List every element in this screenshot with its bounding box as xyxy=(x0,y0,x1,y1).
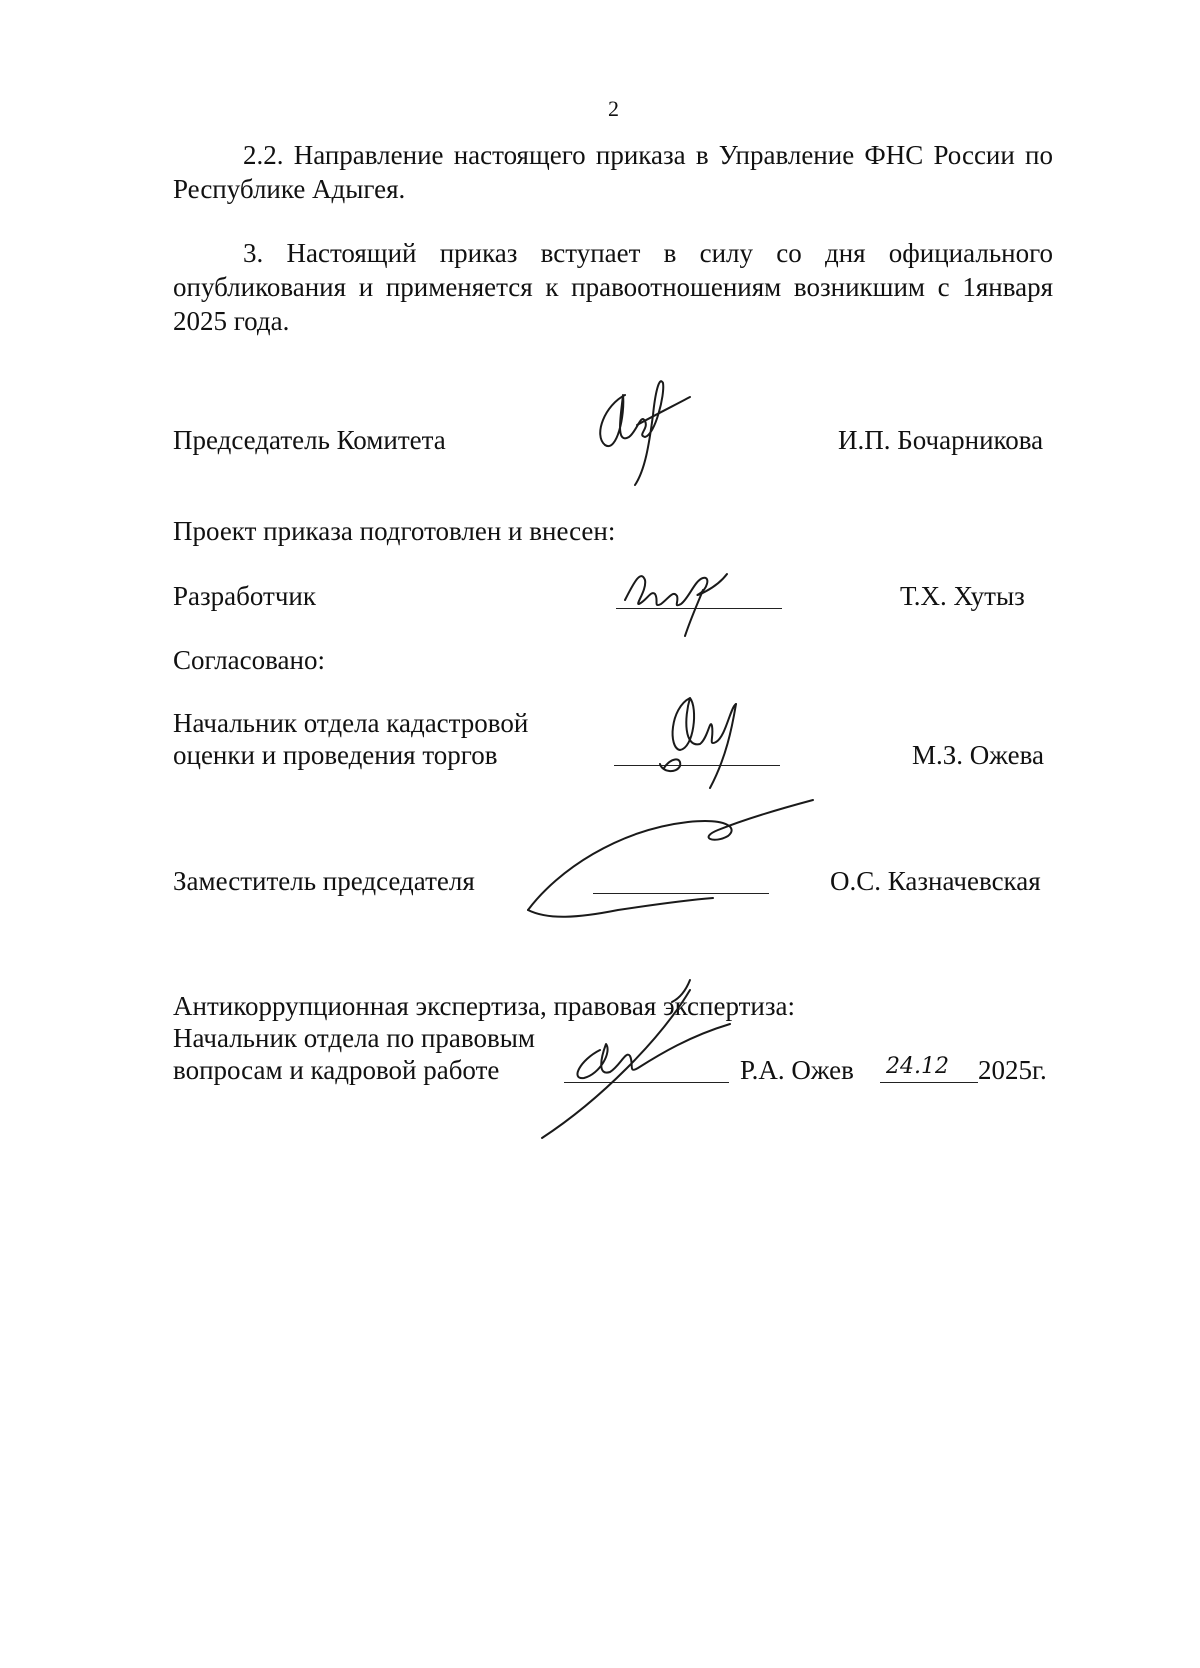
expertise-year: 2025г. xyxy=(978,1055,1047,1085)
expertise-date-line xyxy=(880,1082,978,1083)
prepared-heading: Проект приказа подготовлен и внесен: xyxy=(173,516,616,546)
paragraph-2-2: 2.2. Направление настоящего приказа в Управление ФНС России по Республике Адыгея. xyxy=(173,140,1053,204)
chairman-signature xyxy=(585,375,695,490)
paragraph-3: 3. Настоящий приказ вступает в силу со дня официального опубликования и применяется к правоотношениям возникшим с 1января 2025 года. xyxy=(173,238,1053,336)
deputy-signature xyxy=(518,800,818,930)
developer-name: Т.Х. Хутыз xyxy=(900,581,1025,611)
expertise-title-line1: Начальник отдела по правовым xyxy=(173,1023,535,1053)
developer-title: Разработчик xyxy=(173,581,316,611)
expertise-handwritten-date: 24.12 xyxy=(886,1054,949,1079)
cadastral-head-name: М.З. Ожева xyxy=(912,740,1044,770)
cadastral-head-signature xyxy=(650,688,760,798)
page-number: 2 xyxy=(608,96,619,121)
expertise-title-line2: вопросам и кадровой работе xyxy=(173,1055,500,1085)
chairman-name: И.П. Бочарникова xyxy=(838,425,1044,455)
expertise-heading: Антикоррупционная экспертиза, правовая экспертиза: xyxy=(173,991,796,1021)
deputy-title: Заместитель председателя xyxy=(173,866,475,896)
developer-signature xyxy=(615,560,745,640)
cadastral-head-title-line2: оценки и проведения торгов xyxy=(173,740,498,770)
expertise-signature xyxy=(540,980,740,1140)
deputy-name: О.С. Казначевская xyxy=(830,866,1041,896)
expertise-name: Р.А. Ожев xyxy=(740,1055,854,1085)
chairman-title: Председатель Комитета xyxy=(173,425,446,455)
agreed-heading: Согласовано: xyxy=(173,645,325,675)
cadastral-head-title-line1: Начальник отдела кадастровой xyxy=(173,708,529,738)
